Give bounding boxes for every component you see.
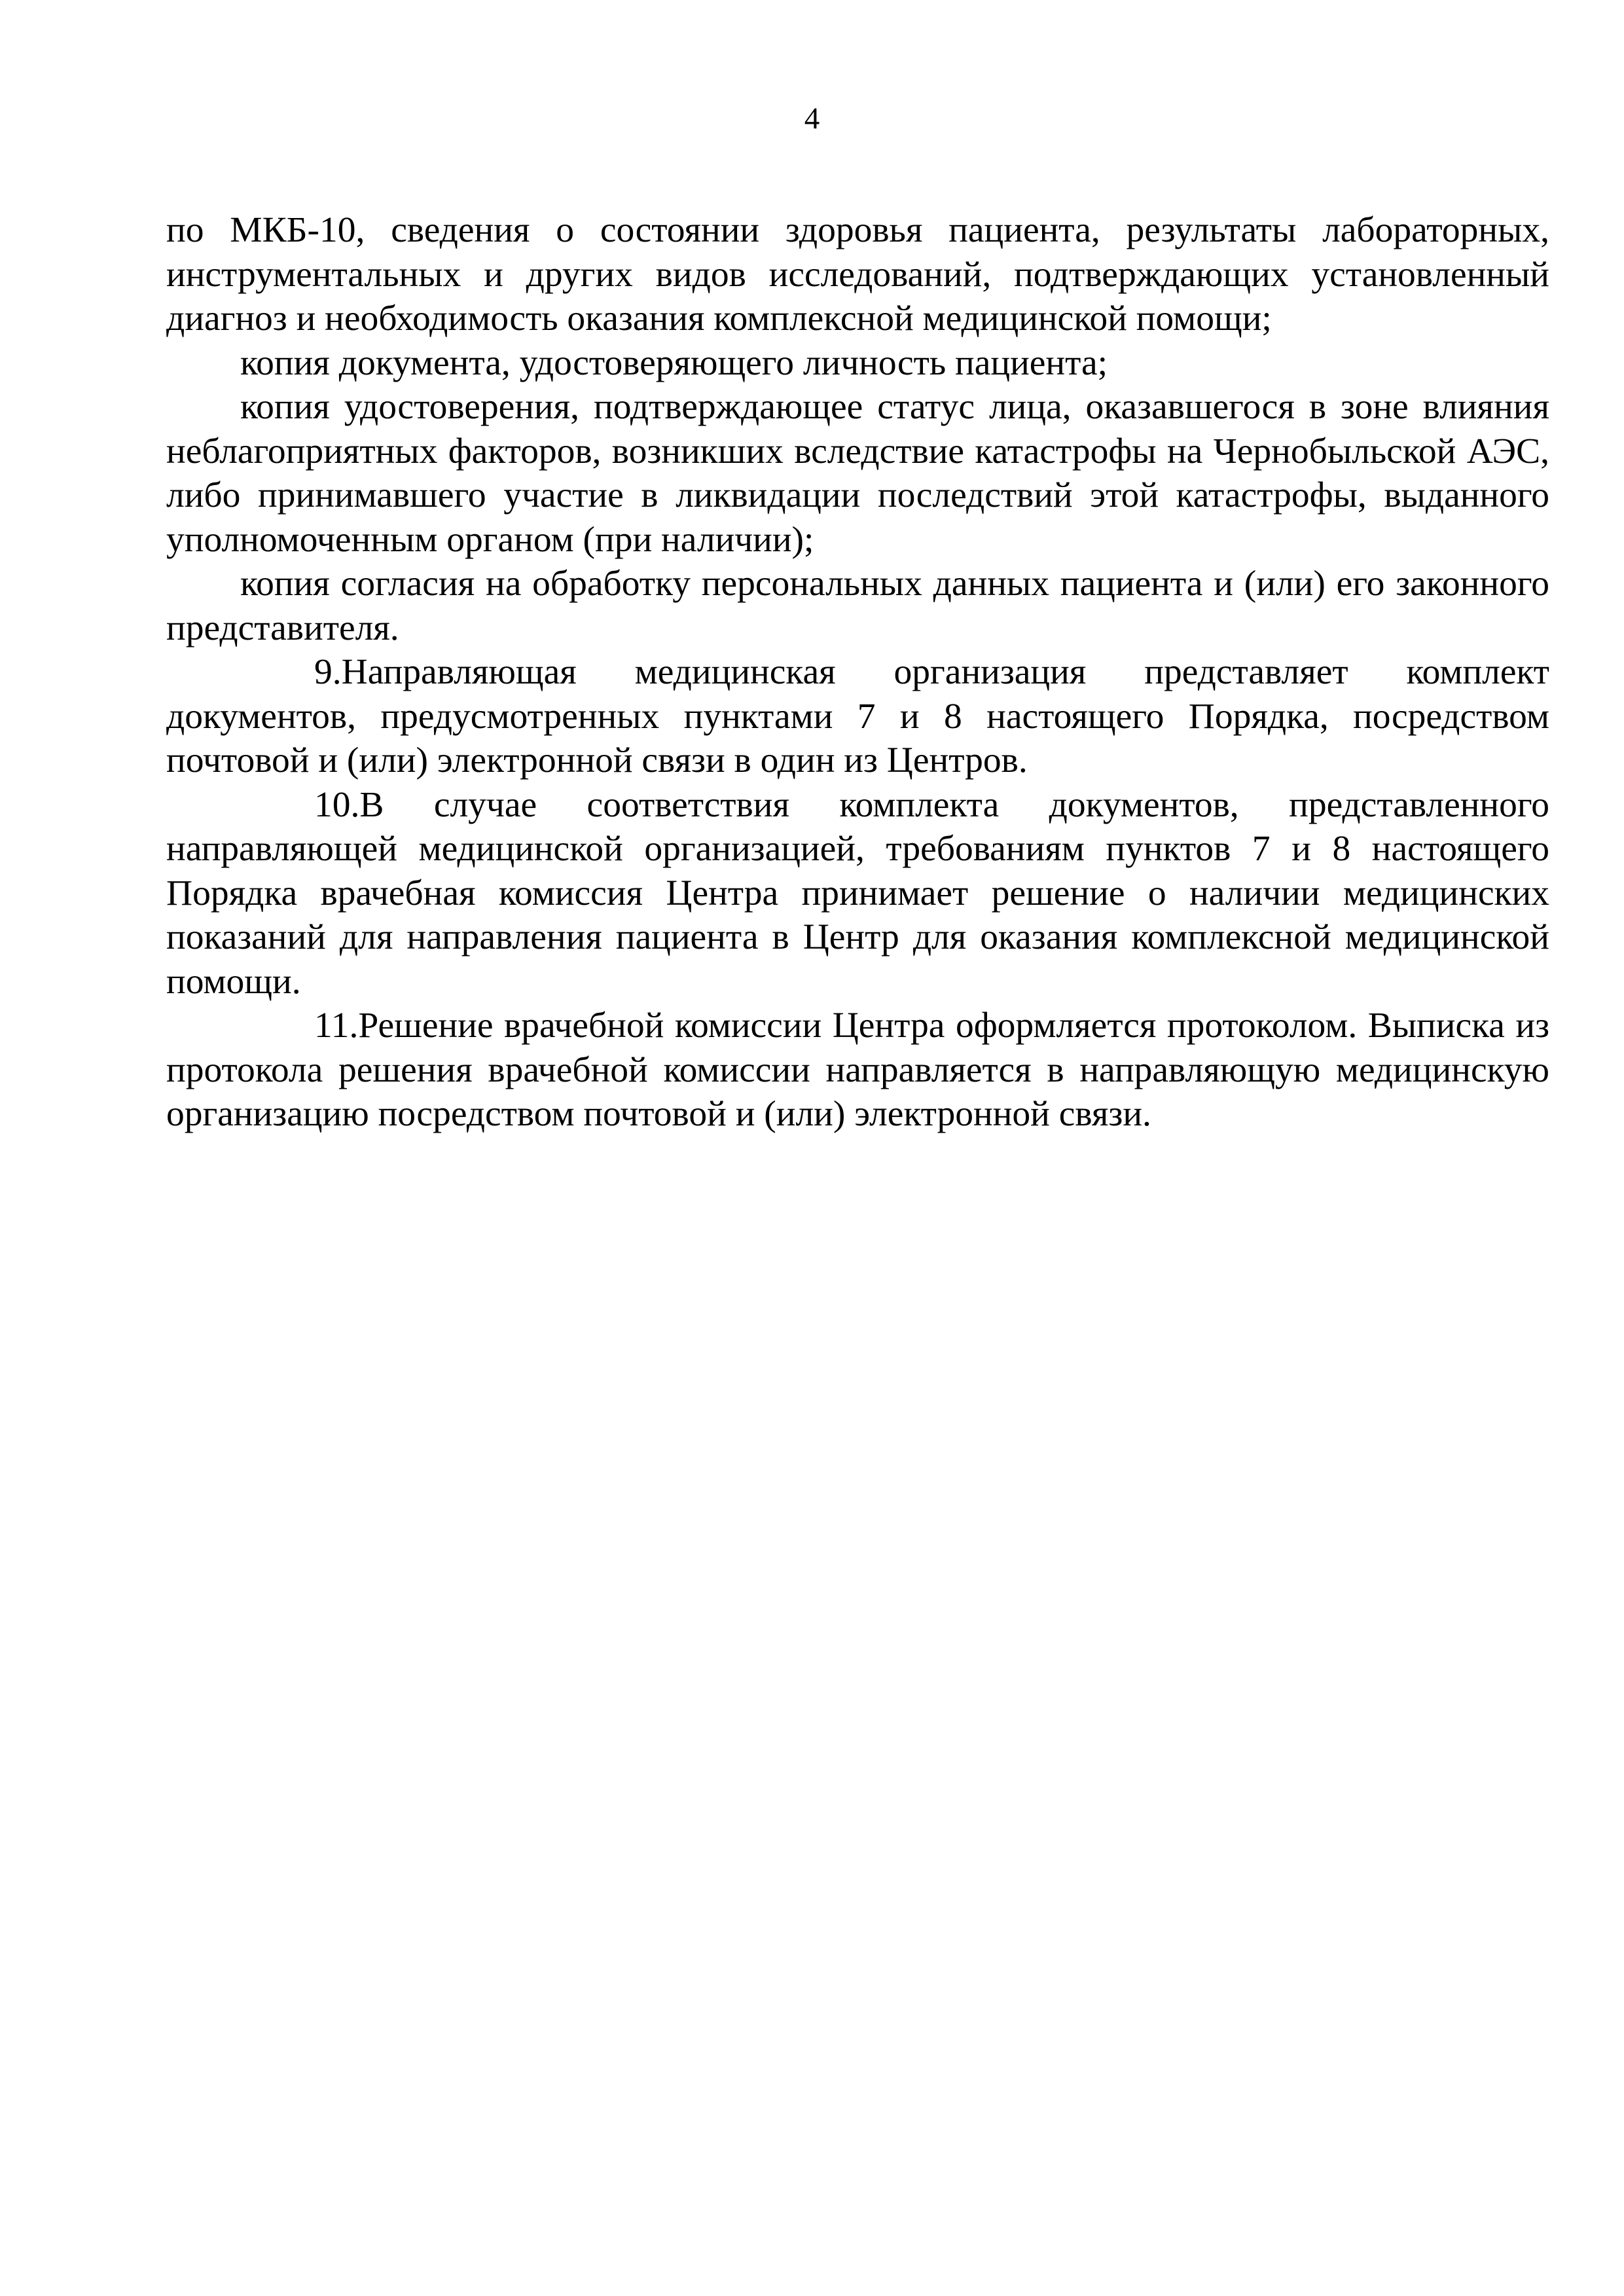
paragraph-number: 9. [314,652,342,692]
paragraph-text: копия удостоверения, подтверждающее статус лица, оказавшегося в зоне влияния неблагоприятных факторов, возникших вследствие катастрофы на Чернобыльской АЭС, либо принимавшего участие в ликвидации последствий этой катастрофы, выданного уполномоченным органом (при наличии); [166,387,1549,560]
paragraph-consent-copy [166,562,1549,650]
paragraph-text: Направляющая медицинская организация представляет комплект документов, предусмотренных пунктами 7 и 8 настоящего Порядка, посредством почтовой и (или) электронной связи в один из Центров. [166,652,1549,780]
paragraph-item-9 [166,650,1549,783]
paragraph-item-10 [166,783,1549,1004]
paragraph-continuation [166,208,1549,341]
paragraph-number: 11. [314,1006,359,1046]
paragraph-number: 10. [314,784,360,825]
paragraph-text: В случае соответствия комплекта документов, представленного направляющей медицинской организацией, требованиям пунктов 7 и 8 настоящего Порядка врачебная комиссия Центра принимает решение о наличии медицинских показаний для направления пациента в Центр для оказания комплексной медицинской помощи. [166,784,1549,1002]
page-number: 4 [804,101,820,136]
paragraph-text: копия документа, удостоверяющего личность пациента; [240,342,1108,383]
paragraph-text: по МКБ-10, сведения о состоянии здоровья пациента, результаты лабораторных, инструментальных и других видов исследований, подтверждающих установленный диагноз и необходимость оказания комплексной медицинской помощи; [166,210,1549,338]
document-body [166,208,1549,1137]
paragraph-text: копия согласия на обработку персональных данных пациента и (или) его законного представителя. [166,564,1549,648]
paragraph-text: Решение врачебной комиссии Центра оформляется протоколом. Выписка из протокола решения врачебной комиссии направляется в направляющую медицинскую организацию посредством почтовой и (или) электронной связи. [166,1006,1549,1134]
paragraph-chernobyl-certificate [166,385,1549,562]
paragraph-item-11 [166,1004,1549,1137]
paragraph-id-copy [166,341,1549,386]
